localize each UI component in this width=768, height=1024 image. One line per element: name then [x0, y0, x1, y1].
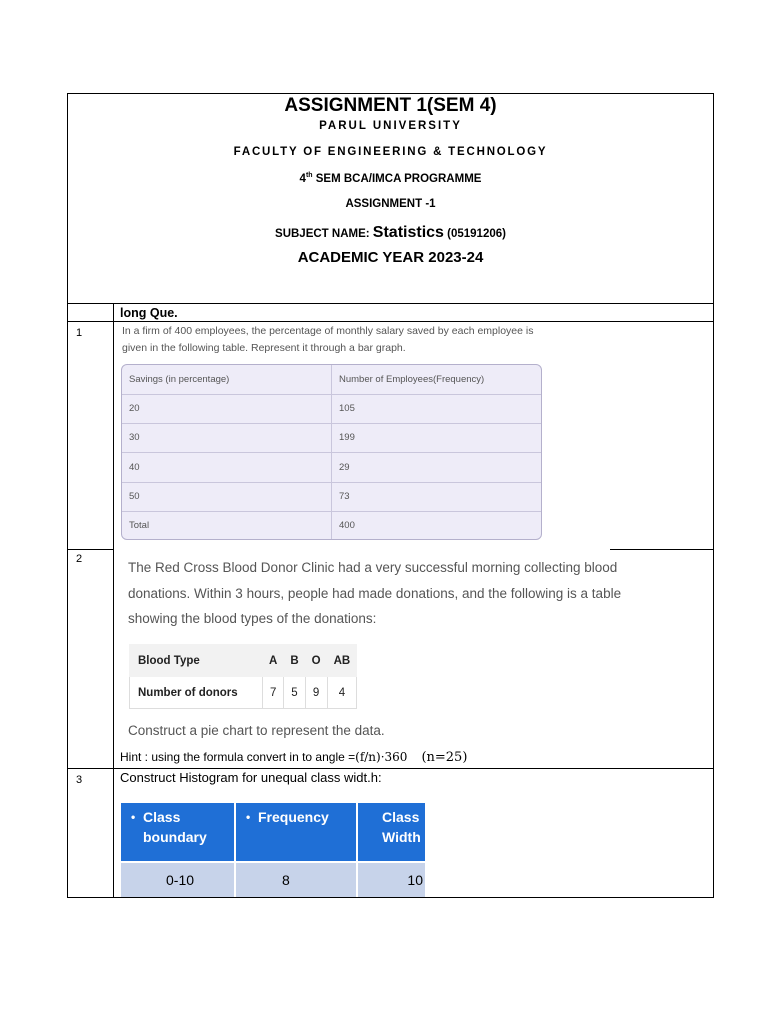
table-header: Blood Type: [130, 645, 263, 677]
table-header: A: [263, 645, 284, 677]
table-cell: 8: [236, 863, 358, 897]
question-number-1: 1: [76, 327, 83, 339]
savings-table: [121, 364, 542, 540]
divider: [68, 321, 713, 322]
divider: [68, 768, 713, 769]
table-cell: Number of donors: [130, 677, 263, 709]
table-header: • Class boundary: [121, 803, 236, 861]
table-cell: 199: [339, 432, 355, 443]
assignment-frame: [67, 93, 714, 898]
question-2-hint: [120, 750, 467, 765]
blood-type-table: [129, 644, 357, 709]
table-row: [122, 453, 541, 483]
table-row: [130, 677, 357, 709]
table-cell: 40: [122, 453, 332, 482]
table-cell: 29: [339, 462, 350, 473]
table-cell: 0-10: [121, 863, 236, 897]
table-cell: 7: [263, 677, 284, 709]
column-divider: [113, 304, 114, 898]
table-cell: 10: [407, 872, 423, 888]
question-number-2: 2: [76, 553, 83, 565]
table-header-row: [130, 645, 357, 677]
table-row: [122, 423, 541, 453]
table-cell: 20: [122, 394, 332, 423]
faculty-name: FACULTY OF ENGINEERING & TECHNOLOGY: [233, 146, 548, 158]
university-name: PARUL UNIVERSITY: [319, 120, 462, 132]
table-header: AB: [327, 645, 357, 677]
question-1-text: In a firm of 400 employees, the percentage of monthly salary saved by each employee is given in the following table. Represent it through a bar graph.: [122, 325, 534, 354]
subject-name: Statistics: [372, 224, 444, 241]
class-width-table: [121, 801, 425, 898]
table-cell: Total: [122, 511, 332, 540]
table-cell: 9: [305, 677, 327, 709]
table-header: Savings (in percentage): [122, 365, 332, 394]
table-header: • Frequency: [236, 803, 358, 861]
question-3-text: Construct Histogram for unequal class widt.h:: [120, 770, 382, 785]
section-label: long Que.: [120, 306, 178, 320]
bullet-icon: •: [131, 810, 136, 824]
table-cell: 4: [327, 677, 357, 709]
assignment-number: ASSIGNMENT -1: [345, 198, 436, 210]
subject-line: [68, 224, 713, 242]
academic-year: ACADEMIC YEAR 2023-24: [297, 249, 484, 266]
table-row: [122, 482, 541, 512]
table-header-row: [121, 803, 425, 861]
pasted-image-edge: [114, 548, 610, 551]
n-value: (n=25): [421, 750, 468, 765]
semester-number: 4: [299, 172, 306, 185]
subject-label: SUBJECT NAME:: [275, 228, 373, 240]
semester-suffix: th: [305, 172, 313, 179]
table-header: Number of Employees(Frequency): [339, 374, 485, 385]
bullet-icon: •: [246, 810, 251, 824]
assignment-title: ASSIGNMENT 1(SEM 4): [284, 95, 497, 116]
table-cell: 5: [284, 677, 305, 709]
question-2-instruction: Construct a pie chart to represent the data.: [128, 723, 385, 738]
subject-code: (05191206): [443, 228, 506, 240]
semester-rest: SEM BCA/IMCA PROGRAMME: [312, 172, 482, 185]
table-cell: 105: [339, 403, 355, 414]
table-row: [121, 863, 425, 897]
semester-programme: [68, 172, 713, 185]
hint-text: Hint : using the formula convert in to angle =: [120, 750, 356, 764]
question-2-text: The Red Cross Blood Donor Clinic had a very successful morning collecting blood donations. Within 3 hours, people had made donations, and the following is a table showing the blood types of the donations:: [128, 560, 622, 626]
table-header: Class Width: [382, 809, 421, 845]
table-cell: 50: [122, 482, 332, 511]
question-number-3: 3: [76, 774, 83, 786]
divider: [68, 303, 713, 304]
table-header: B: [284, 645, 305, 677]
table-row: [122, 394, 541, 424]
table-cell: 73: [339, 491, 350, 502]
table-cell: 400: [339, 520, 355, 531]
table-cell: 30: [122, 423, 332, 452]
table-row: [122, 511, 541, 540]
table-header: O: [305, 645, 327, 677]
angle-formula: (f/n)·360: [355, 750, 408, 764]
table-header-row: [122, 365, 541, 395]
